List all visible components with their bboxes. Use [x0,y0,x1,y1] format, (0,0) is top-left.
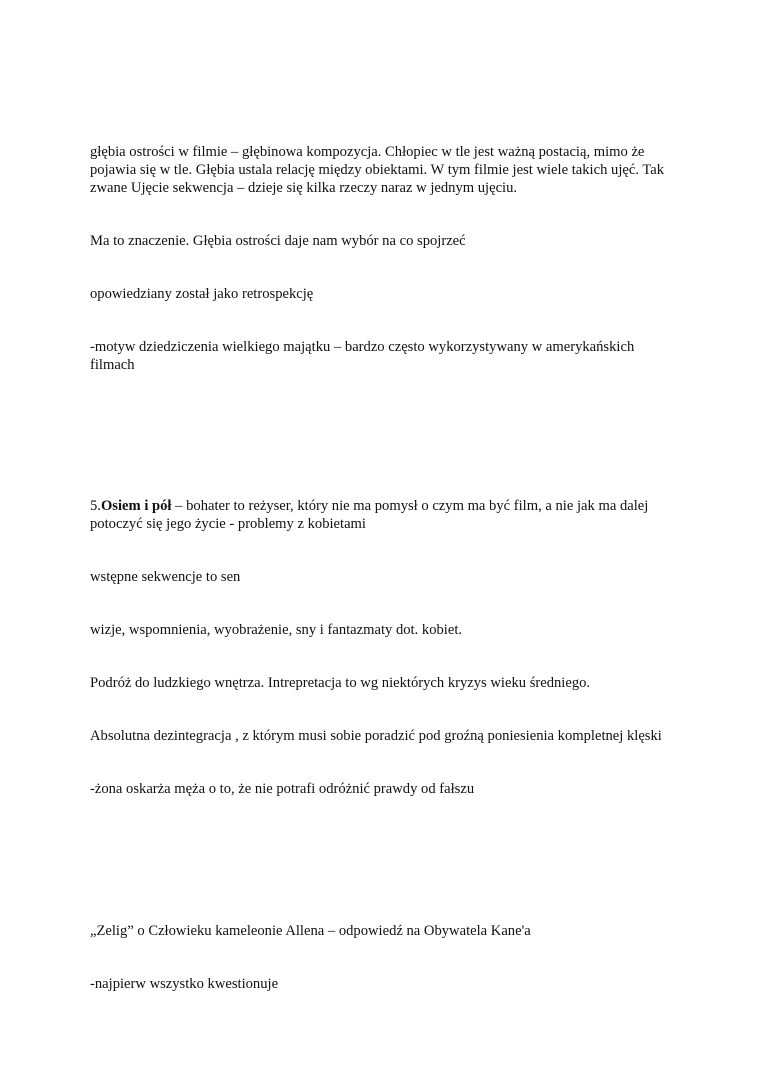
section-number: 5. [90,498,101,515]
section-8-and-half [90,498,680,533]
line-dream-sequences: wstępne sekwencje to sen [90,568,241,585]
line-questions-everything: -najpierw wszystko kwestionuje [90,976,279,993]
paragraph-depth-of-field: głębia ostrości w filmie – głębinowa kompozycja. Chłopiec w tle jest ważną postacią, mimo że pojawia się w tle. Głębia ustala relację między obiektami. W tym filmie jest wiele takich ujęć. Tak zwane Ujęcie sekwencja – dzieje się kilka rzeczy naraz w jednym ujęciu. [90,144,668,196]
paragraph-gap [90,852,680,870]
paragraph-retrospection: opowiedziany został jako retrospekcję [90,285,314,302]
line-journey: Podróż do ludzkiego wnętrza. Intrepretacja to wg niektórych kryzys wieku średniego. [90,675,591,692]
line-visions: wizje, wspomnienia, wyobrażenie, sny i fantazmaty dot. kobiet. [90,622,463,639]
paragraph-inheritance-motif: -motyw dziedziczenia wielkiego majątku – bardzo często wykorzystywany w amerykańskich filmach [90,338,638,373]
film-title: Osiem i pół [100,498,172,515]
paragraph-meaning: Ma to znaczenie. Głębia ostrości daje nam wybór na co spojrzeć [90,232,466,249]
line-disintegration: Absolutna dezintegracja , z którym musi sobie poradzić pod groźną poniesienia kompletnej klęski [90,728,662,745]
line-zelig: „Zelig” o Człowieku kameleonie Allena – odpowiedź na Obywatela Kane'a [90,923,531,940]
document-body [90,91,680,1047]
line-wife-accuses: -żona oskarża męża o to, że nie potrafi odróżnić prawdy od fałszu [90,781,475,798]
section-intro-text: – bohater to reżyser, który nie ma pomysł o czym ma być film, a nie jak ma dalej potoczyć się jego życie - problemy z kobietami [90,498,652,532]
paragraph-gap [90,427,680,445]
